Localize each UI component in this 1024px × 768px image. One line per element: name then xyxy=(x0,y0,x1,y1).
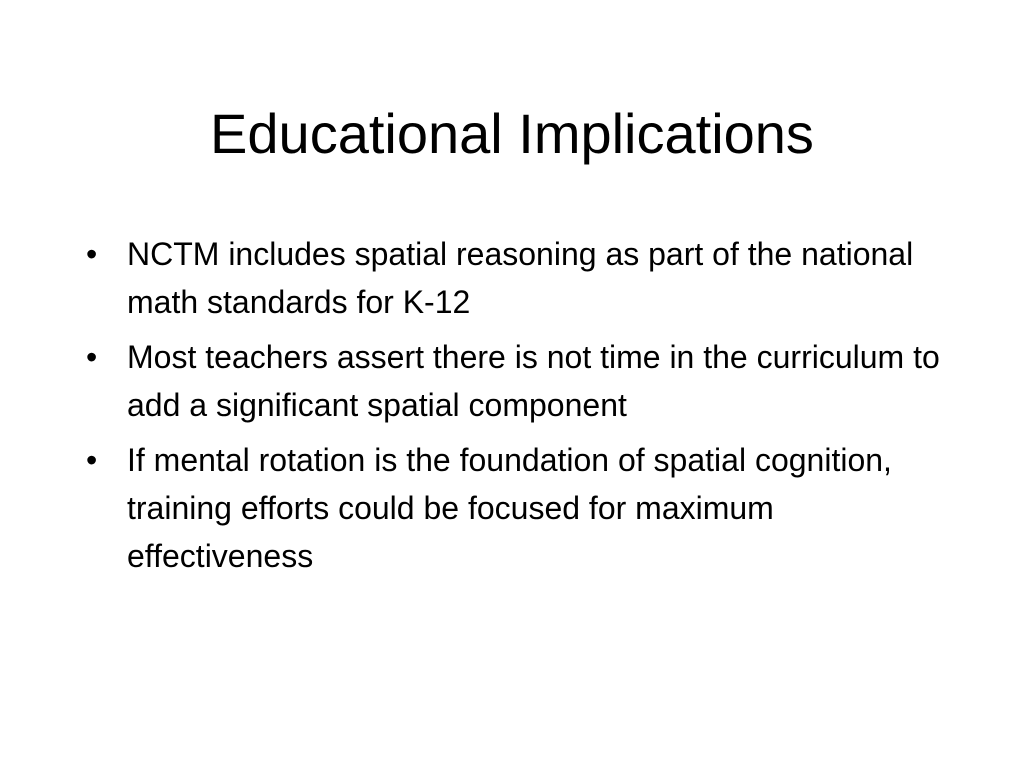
slide-title: Educational Implications xyxy=(210,102,814,165)
bullet-text: Most teachers assert there is not time in the curriculum to add a significant spatial component xyxy=(127,339,940,423)
bullet-item xyxy=(84,333,964,429)
bullet-text: If mental rotation is the foundation of spatial cognition, training efforts could be focused for maximum effectiveness xyxy=(127,442,892,574)
bullet-item xyxy=(84,436,964,580)
bullet-list xyxy=(84,230,964,587)
bullet-icon: • xyxy=(86,236,98,272)
bullet-icon: • xyxy=(86,339,98,375)
bullet-icon: • xyxy=(86,442,98,478)
bullet-item xyxy=(84,230,964,326)
bullet-text: NCTM includes spatial reasoning as part of the national math standards for K-12 xyxy=(127,236,914,320)
